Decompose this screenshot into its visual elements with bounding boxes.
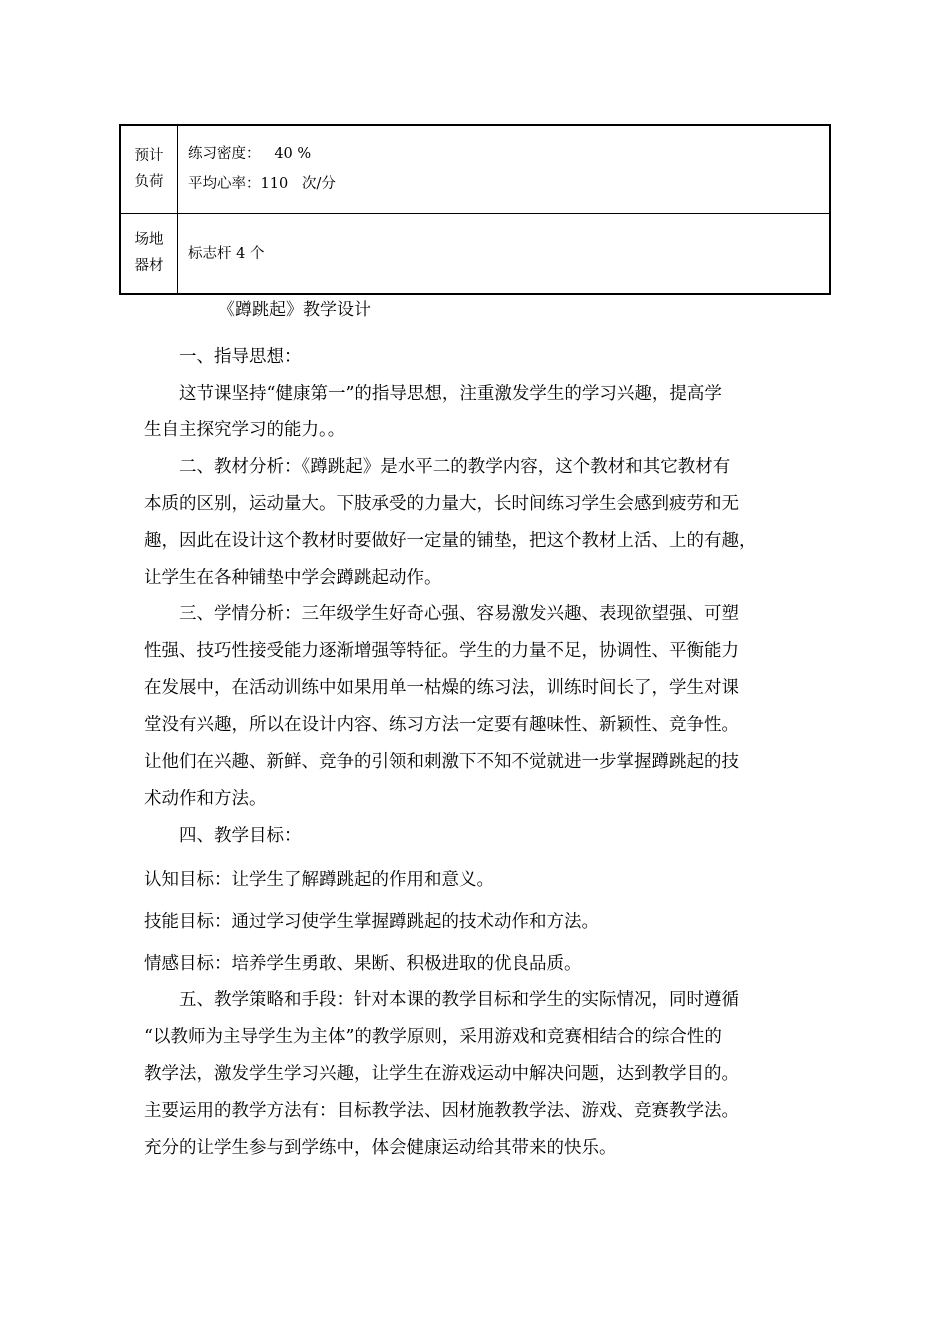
paragraph-line: 主要运用的教学方法有：目标教学法、因材施教教学法、游戏、竞赛教学法。 (144, 1101, 739, 1121)
paragraph-line: “以教师为主导学生为主体”的教学原则，采用游戏和竞赛相结合的综合性的 (144, 1027, 722, 1047)
paragraph-line: 术动作和方法。 (144, 789, 267, 809)
objective-line: 技能目标：通过学习使学生掌握蹲跳起的技术动作和方法。 (144, 912, 599, 932)
row-value-equipment (178, 214, 829, 295)
row-label-line: 器材 (134, 258, 164, 274)
paragraph-line: 充分的让学生参与到学练中，体会健康运动给其带来的快乐。 (144, 1138, 617, 1158)
paragraph-line: 性强、技巧性接受能力逐渐增强等特征。学生的力量不足，协调性、平衡能力 (144, 641, 739, 661)
row-value-load (178, 126, 829, 213)
section-heading: 四、教学目标： (179, 826, 302, 846)
paragraph-line: 这节课坚持“健康第一”的指导思想，注重激发学生的学习兴趣，提高学 (179, 384, 722, 404)
paragraph-line: 本质的区别，运动量大。下肢承受的力量大，长时间练习学生会感到疲劳和无 (144, 494, 739, 514)
paragraph-line: 三、学情分析：三年级学生好奇心强、容易激发兴趣、表现欲望强、可塑 (179, 604, 739, 624)
table-row-equipment (121, 214, 829, 295)
row-label-line: 预计 (134, 148, 164, 164)
lesson-info-table (119, 124, 831, 295)
paragraph-line: 五、教学策略和手段：针对本课的教学目标和学生的实际情况，同时遵循 (179, 990, 739, 1010)
paragraph-line: 教学法，激发学生学习兴趣，让学生在游戏运动中解决问题，达到教学目的。 (144, 1064, 739, 1084)
paragraph-line: 在发展中，在活动训练中如果用单一枯燥的练习法，训练时间长了，学生对课 (144, 678, 739, 698)
paragraph-line: 让学生在各种铺垫中学会蹲跳起动作。 (144, 568, 442, 588)
row-label-load (121, 126, 178, 213)
row-label-equipment (121, 214, 178, 295)
objective-line: 认知目标：让学生了解蹲跳起的作用和意义。 (144, 870, 494, 890)
row-label-line: 负荷 (134, 174, 164, 190)
paragraph-line: 让他们在兴趣、新鲜、竞争的引领和刺激下不知不觉就进一步掌握蹲跳起的技 (144, 752, 739, 772)
document-title: 《蹲跳起》教学设计 (218, 300, 371, 320)
avg-heart-rate-text: 平均心率：110 次/分 (188, 176, 336, 192)
objective-line: 情感目标：培养学生勇敢、果断、积极进取的优良品质。 (144, 954, 582, 974)
row-label-line: 场地 (134, 232, 164, 248)
practice-density-text: 练习密度： 40 % (188, 146, 312, 162)
equipment-text: 标志杆 4 个 (188, 246, 265, 262)
table-row-load (121, 126, 829, 214)
section-heading: 一、指导思想： (179, 347, 302, 367)
paragraph-line: 生自主探究学习的能力。。 (144, 420, 346, 440)
paragraph-line: 堂没有兴趣，所以在设计内容、练习方法一定要有趣味性、新颖性、竞争性。 (144, 715, 739, 735)
paragraph-line: 趣，因此在设计这个教材时要做好一定量的铺垫，把这个教材上活、上的有趣， (144, 531, 757, 551)
paragraph-line: 二、教材分析：《蹲跳起》是水平二的教学内容，这个教材和其它教材有 (179, 457, 731, 477)
